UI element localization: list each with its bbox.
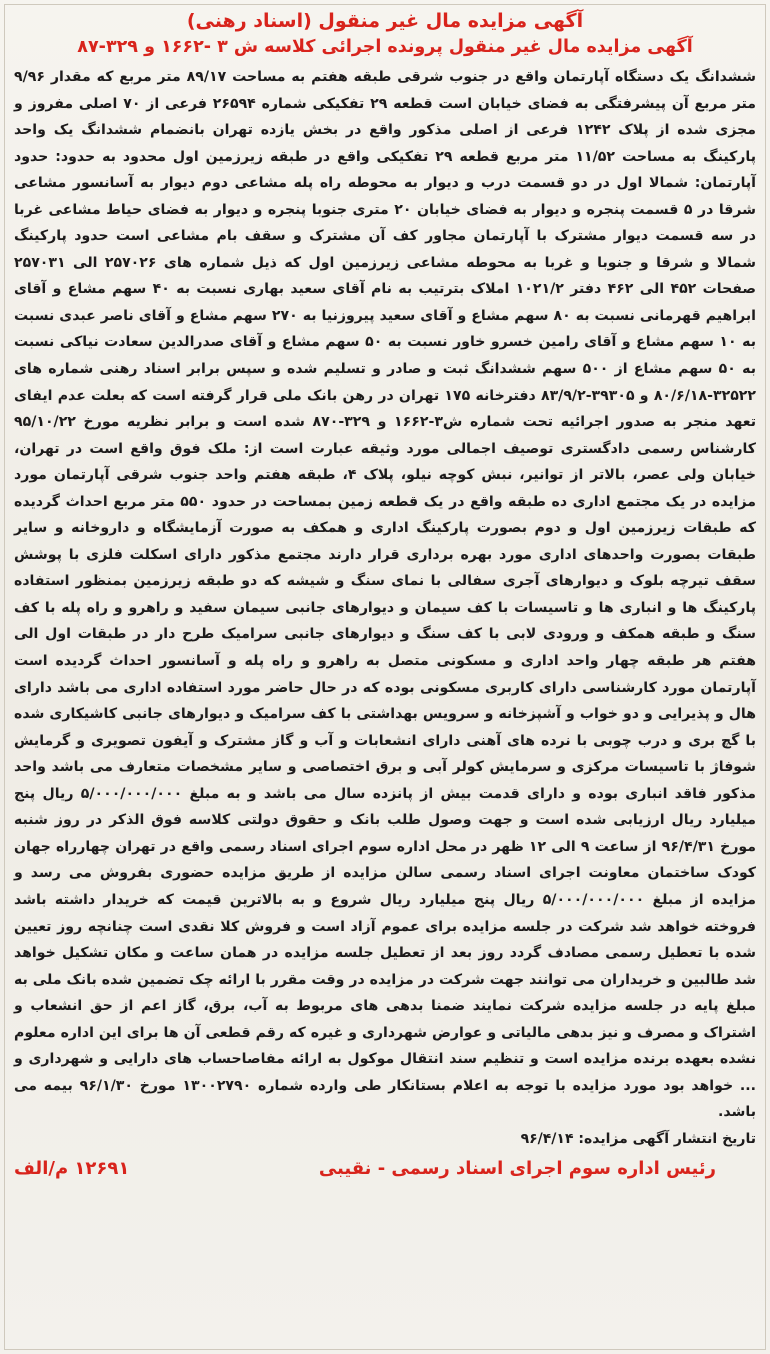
notice-paragraph: ششدانگ یک دستگاه آپارتمان واقع در جنوب شرقی طبقه هفتم به مساحت ۸۹/۱۷ متر مربع که مقدار ۹/۹۶ متر مربع آن پیشرفتگی به فضای خیابان است قطعه ۲۹ تفکیکی شماره ۲۶۵۹۴ فرعی از ۷۰ اصلی مفروز و مجزی شده از پلاک ۱۲۴۲ فرعی از اصلی مذکور واقع در بخش یازده تهران بانضمام ششدانگ یک واحد پارکینگ به مساحت ۱۱/۵۲ متر مربع قطعه ۲۹ تفکیکی واقع در طبقه زیرزمین اول محدود به حدود: حدود آپارتمان: شمالا اول در دو قسمت درب و دیوار به محوطه راه پله مشاعی دوم دیوار به آسانسور مشاعی شرقا در ۵ قسمت پنجره و دیوار به فضای خیابان ۲۰ متری جنوبا پنجره و دیوار به فضای حیاط مشاعی غربا در سه قسمت دیوار مشترک با آپارتمان مجاور کف آن مشترک و سقف بام مشاعی است حدود پارکینگ شمالا و شرقا و جنوبا و غربا به محوطه مشاعی زیرزمین اول که ذیل شماره های ۲۵۷۰۲۶ الی ۲۵۷۰۳۱ صفحات ۴۵۲ الی ۴۶۲ دفتر ۱۰۲۱/۲ املاک بترتیب به نام آقای سعید بهاری نسبت به ۴۰ سهم مشاع و آقای ابراهیم قهرمانی نسبت به ۸۰ سهم مشاع و آقای سعید پیروزنیا به ۲۷۰ سهم مشاع و آقای ناصر عبدی نسبت به ۱۰ سهم مشاع و آقای رامین خسرو خاور نسبت به ۵۰ سهم مشاع و آقای صدرالدین سعادت نیاکی نسبت به ۵۰ سهم مشاع از ۵۰۰ سهم ششدانگ ثبت و صادر و تسلیم شده و سپس برابر اسناد رهنی شماره های ۳۲۵۲۲-۸۰/۶/۱۸ و ۳۹۳۰۵-۸۳/۹/۲ دفترخانه ۱۷۵ تهران در رهن بانک ملی قرار گرفته است که بعلت عدم ایفای تعهد منجر به صدور اجرائیه تحت شماره ش۳-۱۶۶۲ و ۳۲۹-۸۷۰ شده است و برابر نظریه مورخ ۹۵/۱۰/۲۲ کارشناس رسمی دادگستری توصیف اجمالی مورد وثیقه عبارت است از: ملک فوق واقع است در تهران، خیابان ولی عصر، بالاتر از توانیر، نبش کوچه نیلو، پلاک ۴، طبقه هفتم واحد جنوب شرقی آپارتمان مورد مزایده در یک مجتمع اداری ده طبقه واقع در یک قطعه زمین بمساحت در حدود ۵۵۰ متر مربع احداث گردیده که طبقات زیرزمین اول و دوم بصورت پارکینگ اداری و همکف به صورت آزمایشگاه و داروخانه و سایر طبقات بصورت واحدهای اداری مورد بهره برداری قرار دارند مجتمع مذکور دارای اسکلت فلزی با پوشش سقف تیرچه بلوک و دیوارهای آجری سفالی با نمای سنگ و شیشه که دو طبقه زیرزمین بمنظور استفاده پارکینگ ها و انباری ها و تاسیسات با کف سیمان و دیوارهای جانبی سیمان سفید و راهرو و راه پله با کف سنگ و طبقه همکف و ورودی لابی با کف سنگ و دیوارهای جانبی سرامیک طرح دار در طبقات اول الی هفتم هر طبقه چهار واحد اداری و مسکونی متصل به راهرو و راه پله و آسانسور احداث گردیده است آپارتمان مورد کارشناسی دارای کاربری مسکونی بوده که در حال حاضر مورد استفاده اداری می باشد دارای هال و پذیرایی و دو خواب و آشپزخانه و سرویس بهداشتی با کف سرامیک و دیوارهای جانبی کاشیکاری شده با گچ بری و درب چوبی با نرده های آهنی دارای انشعابات و آب و گاز مشترک و آیفون تصویری و گرمایش شوفاژ با تاسیسات مرکزی و سرمایش کولر آبی و برق اختصاصی و سایر مشخصات متعارف می باشد واحد مذکور فاقد انباری بوده و دارای قدمت بیش از پانزده سال می باشد و به مبلغ ۵/۰۰۰/۰۰۰/۰۰۰ ریال پنج میلیارد ریال ارزیابی شده است و جهت وصول طلب بانک و حقوق دولتی کلاسه فوق الذکر در روز شنبه مورخ ۹۶/۴/۳۱ از ساعت ۹ الی ۱۲ ظهر در محل اداره سوم اجرای اسناد رسمی واقع در تهران چهارراه جهان کودک ساختمان معاونت اجرای اسناد رسمی سالن مزایده از طریق مزایده حضوری بفروش می رسد و مزایده از مبلغ ۵/۰۰۰/۰۰۰/۰۰۰ ریال پنج میلیارد ریال شروع و به بالاترین قیمت که خریدار داشته باشد فروخته خواهد شد شرکت در جلسه مزایده برای عموم آزاد است و فروش کلا نقدی است چنانچه روز تعیین شده با تعطیل رسمی مصادف گردد روز بعد از تعطیل جلسه مزایده در همان ساعت و مکان تشکیل خواهد شد طالبین و خریداران می توانند جهت شرکت در مزایده در وقت مقرر با ارائه چک تضمین شده بانک ملی به مبلغ پایه در جلسه مزایده شرکت نمایند ضمنا بدهی های مربوط به آب، برق، گاز اعم از حق انشعاب و اشتراک و مصرف و نیز بدهی مالیاتی و عوارض شهرداری و غیره که رقم قطعی آن ها برای این اداره معلوم نشده بعهده برنده مزایده است و تنظیم سند انتقال موکول به ارائه مفاصاحساب های دارایی و شهرداری و ... خواهد بود مورد مزایده با توجه به اعلام بستانکار طی وارده شماره ۱۳۰۰۲۷۹۰ مورخ ۹۶/۱/۳۰ بیمه می باشد. — [14, 69, 757, 1121]
notice-subtitle: آگهی مزایده مال غیر منقول پرونده اجرائی کلاسه ش ۳ -۱۶۶۲ و ۳۲۹-۸۷ — [77, 37, 693, 57]
signer-name: رئیس اداره سوم اجرای اسناد رسمی - نقیبی — [318, 1157, 716, 1179]
notice-title: آگهی مزایده مال غیر منقول (اسناد رهنی) — [186, 10, 584, 32]
notice-footer — [14, 1158, 756, 1179]
notice-body — [14, 64, 756, 1126]
reference-number: ۱۲۶۹۱ م/الف — [14, 1157, 130, 1179]
publish-date: تاریخ انتشار آگهی مزایده: ۹۶/۴/۱۴ — [520, 1130, 756, 1147]
